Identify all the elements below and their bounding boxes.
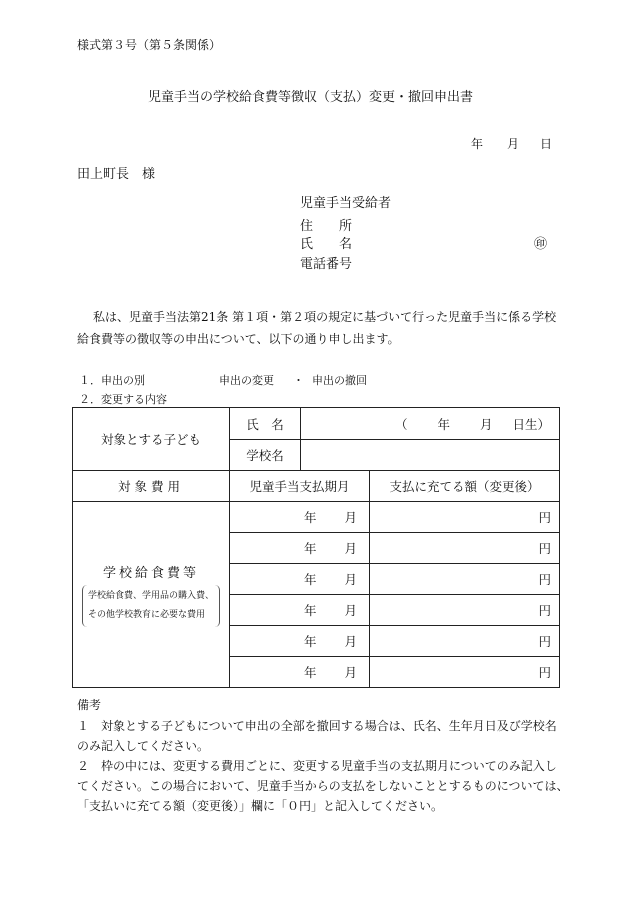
birth-month: 月 bbox=[480, 416, 493, 432]
table-row bbox=[73, 408, 560, 440]
period-field[interactable] bbox=[230, 626, 370, 657]
option-separator: ・ bbox=[293, 374, 304, 387]
period-field[interactable] bbox=[230, 595, 370, 626]
note-2-line-3: 「支払いに充てる額（変更後）」欄に「０円」と記入してください。 bbox=[77, 799, 444, 813]
amount-field[interactable] bbox=[370, 657, 560, 688]
cost-note-bracket bbox=[82, 585, 220, 627]
date-year: 年 bbox=[471, 137, 484, 151]
table-header-row bbox=[73, 471, 560, 502]
date-month: 月 bbox=[507, 137, 520, 151]
address-label: 住 所 bbox=[300, 219, 353, 234]
period-year: 年 bbox=[303, 510, 317, 525]
child-name-field[interactable] bbox=[301, 408, 560, 440]
body-line-1: 私は、児童手当法第21条 第１項・第２項の規定に基づいて行った児童手当に係る学校 bbox=[93, 310, 557, 324]
birth-year: 年 bbox=[437, 416, 451, 432]
period-month: 月 bbox=[344, 541, 357, 556]
header-period: 児童手当支払期月 bbox=[230, 471, 370, 502]
section2-label: ２．変更する内容 bbox=[79, 393, 167, 406]
amount-yen: 円 bbox=[538, 665, 551, 680]
cost-note-2: その他学校教育に必要な費用 bbox=[87, 610, 205, 620]
page-title: 児童手当の学校給食費等徴収（支払）変更・撤回申出書 bbox=[148, 90, 474, 105]
name-label: 氏 名 bbox=[300, 237, 353, 252]
notes-heading: 備考 bbox=[77, 698, 102, 712]
header-amount: 支払に充てる額（変更後） bbox=[370, 471, 560, 502]
addressee: 田上町長 様 bbox=[77, 167, 156, 182]
period-month: 月 bbox=[344, 572, 357, 587]
period-year: 年 bbox=[303, 634, 317, 649]
child-label: 対象とする子ども bbox=[73, 408, 230, 471]
period-year: 年 bbox=[303, 572, 317, 587]
period-month: 月 bbox=[344, 665, 357, 680]
amount-yen: 円 bbox=[538, 541, 551, 556]
school-field[interactable] bbox=[301, 440, 560, 471]
seal-mark: ㊞ bbox=[534, 237, 548, 252]
cost-note-1: 学校給食費、学用品の購入費、 bbox=[87, 591, 214, 601]
period-year: 年 bbox=[303, 603, 317, 618]
note-1-line-1: １ 対象とする子どもについて申出の全部を撤回する場合は、氏名、生年月日及び学校名 bbox=[77, 719, 557, 733]
amount-yen: 円 bbox=[538, 572, 551, 587]
birth-day: 日生） bbox=[512, 416, 551, 432]
birth-open: （ bbox=[395, 416, 408, 432]
section1-label: １．申出の別 bbox=[79, 374, 145, 387]
period-year: 年 bbox=[303, 541, 317, 556]
option-change: 申出の変更 bbox=[219, 374, 274, 387]
period-month: 月 bbox=[344, 634, 357, 649]
note-2-line-1: ２ 枠の中には、変更する費用ごとに、変更する児童手当の支払期月についてのみ記入し bbox=[77, 759, 557, 773]
period-field[interactable] bbox=[230, 564, 370, 595]
school-label: 学校名 bbox=[230, 440, 301, 471]
period-month: 月 bbox=[344, 603, 357, 618]
change-content-table bbox=[72, 407, 560, 688]
amount-field[interactable] bbox=[370, 564, 560, 595]
cost-cell bbox=[73, 502, 230, 688]
cost-name: 学校給食費等 bbox=[102, 566, 199, 581]
amount-field[interactable] bbox=[370, 533, 560, 564]
body-line-2: 給食費等の徴収等の申出について、以下の通り申し出ます。 bbox=[77, 332, 400, 346]
amount-yen: 円 bbox=[538, 634, 551, 649]
period-field[interactable] bbox=[230, 533, 370, 564]
phone-label: 電話番号 bbox=[300, 257, 353, 272]
table-row bbox=[73, 502, 560, 533]
note-2-line-2: てください。この場合において、児童手当からの支払をしないこととするものについては、 bbox=[77, 779, 569, 793]
form-number: 様式第３号（第５条関係） bbox=[77, 38, 222, 52]
amount-field[interactable] bbox=[370, 626, 560, 657]
note-1-line-2: のみ記入してください。 bbox=[77, 739, 210, 753]
option-withdraw: 申出の撤回 bbox=[312, 374, 367, 387]
amount-field[interactable] bbox=[370, 595, 560, 626]
amount-field[interactable] bbox=[370, 502, 560, 533]
date-day: 日 bbox=[540, 137, 553, 151]
child-name-label: 氏 名 bbox=[230, 408, 301, 440]
applicant-heading: 児童手当受給者 bbox=[300, 196, 392, 211]
period-field[interactable] bbox=[230, 502, 370, 533]
amount-yen: 円 bbox=[538, 510, 551, 525]
period-year: 年 bbox=[303, 665, 317, 680]
period-month: 月 bbox=[344, 510, 357, 525]
header-cost: 対象費用 bbox=[73, 471, 230, 502]
amount-yen: 円 bbox=[538, 603, 551, 618]
period-field[interactable] bbox=[230, 657, 370, 688]
